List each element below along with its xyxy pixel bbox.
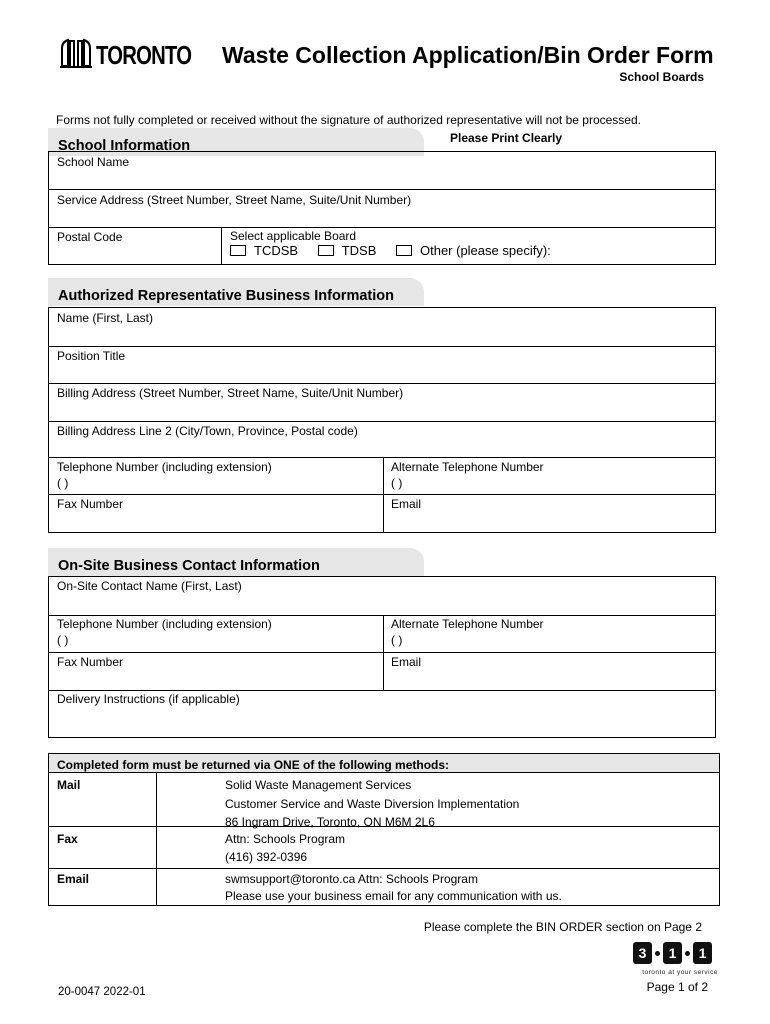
badge-digit: 1 bbox=[663, 942, 682, 964]
rep-phone-area-code: ( ) bbox=[57, 476, 69, 490]
board-option-tdsb[interactable]: TDSB bbox=[318, 243, 377, 258]
board-options bbox=[230, 243, 567, 258]
form-number: 20-0047 2022-01 bbox=[58, 986, 146, 998]
billing-address-line2-field[interactable]: Billing Address Line 2 (City/Town, Province, Postal code) bbox=[57, 424, 358, 438]
badge-dot-icon bbox=[655, 951, 660, 956]
board-select-label: Select applicable Board bbox=[230, 229, 357, 243]
fax-label: Fax bbox=[57, 832, 78, 846]
onsite-email-field[interactable]: Email bbox=[391, 655, 422, 669]
board-option-other[interactable]: Other (please specify): bbox=[396, 243, 551, 258]
school-name-field[interactable]: School Name bbox=[57, 155, 130, 169]
page-number: Page 1 of 2 bbox=[646, 980, 708, 994]
rep-phone-field[interactable]: Telephone Number (including extension) bbox=[57, 460, 272, 474]
page-title: Waste Collection Application/Bin Order Form bbox=[222, 42, 714, 68]
section-auth-rep-heading bbox=[48, 278, 424, 306]
return-methods-table bbox=[48, 753, 720, 906]
mail-line: Solid Waste Management Services bbox=[225, 778, 412, 792]
rep-fax-field[interactable]: Fax Number bbox=[57, 497, 124, 511]
email-note: Please use your business email for any communication with us. bbox=[225, 889, 562, 903]
print-clearly-note: Please Print Clearly bbox=[450, 131, 563, 145]
badge-tagline: toronto at your service bbox=[642, 969, 718, 976]
onsite-alt-phone-area-code: ( ) bbox=[391, 633, 403, 647]
fax-line: Attn: Schools Program bbox=[225, 832, 346, 846]
onsite-fax-field[interactable]: Fax Number bbox=[57, 655, 124, 669]
rep-alt-phone-area-code: ( ) bbox=[391, 476, 403, 490]
notice-text: Forms not fully completed or received without the signature of authorized representative will not be processed. bbox=[56, 113, 641, 127]
delivery-instructions-field[interactable]: Delivery Instructions (if applicable) bbox=[57, 692, 240, 706]
fax-number: (416) 392-0396 bbox=[225, 850, 308, 864]
mail-label: Mail bbox=[57, 778, 81, 792]
section-heading-text: On-Site Business Contact Information bbox=[58, 558, 320, 574]
onsite-alt-phone-field[interactable]: Alternate Telephone Number bbox=[391, 617, 544, 631]
rep-name-field[interactable]: Name (First, Last) bbox=[57, 311, 154, 325]
logo-wordmark: TORONTO bbox=[96, 40, 192, 70]
billing-address-field[interactable]: Billing Address (Street Number, Street Name, Suite/Unit Number) bbox=[57, 386, 404, 400]
onsite-phone-field[interactable]: Telephone Number (including extension) bbox=[57, 617, 272, 631]
onsite-table bbox=[48, 576, 716, 738]
rep-alt-phone-field[interactable]: Alternate Telephone Number bbox=[391, 460, 544, 474]
school-info-table bbox=[48, 151, 716, 265]
section-heading-text: Authorized Representative Business Information bbox=[58, 288, 394, 304]
city-logo bbox=[60, 34, 218, 68]
service-address-field[interactable]: Service Address (Street Number, Street Name, Suite/Unit Number) bbox=[57, 193, 412, 207]
onsite-phone-area-code: ( ) bbox=[57, 633, 69, 647]
checkbox-tcdsb[interactable] bbox=[230, 245, 246, 256]
email-label: Email bbox=[57, 872, 90, 886]
city-hall-icon bbox=[60, 38, 92, 68]
311-badge bbox=[633, 942, 712, 964]
return-methods-heading: Completed form must be returned via ONE of the following methods: bbox=[49, 754, 719, 773]
position-title-field[interactable]: Position Title bbox=[57, 349, 126, 363]
onsite-name-field[interactable]: On-Site Contact Name (First, Last) bbox=[57, 579, 242, 593]
board-option-tcdsb[interactable]: TCDSB bbox=[230, 243, 298, 258]
mail-line: 86 Ingram Drive, Toronto, ON M6M 2L6 bbox=[225, 815, 435, 829]
section-onsite-heading bbox=[48, 548, 424, 576]
mail-line: Customer Service and Waste Diversion Implementation bbox=[225, 797, 520, 811]
auth-rep-table bbox=[48, 307, 716, 533]
badge-digit: 3 bbox=[633, 942, 652, 964]
checkbox-tdsb[interactable] bbox=[318, 245, 334, 256]
checkbox-other[interactable] bbox=[396, 245, 412, 256]
bin-order-note: Please complete the BIN ORDER section on Page 2 bbox=[423, 920, 702, 934]
badge-digit: 1 bbox=[693, 942, 712, 964]
rep-email-field[interactable]: Email bbox=[391, 497, 422, 511]
postal-code-field[interactable]: Postal Code bbox=[57, 230, 123, 244]
section-heading-text: School Information bbox=[58, 138, 191, 154]
email-address[interactable]: swmsupport@toronto.ca Attn: Schools Program bbox=[225, 872, 478, 886]
badge-dot-icon bbox=[685, 951, 690, 956]
page-subtitle: School Boards bbox=[619, 70, 704, 84]
